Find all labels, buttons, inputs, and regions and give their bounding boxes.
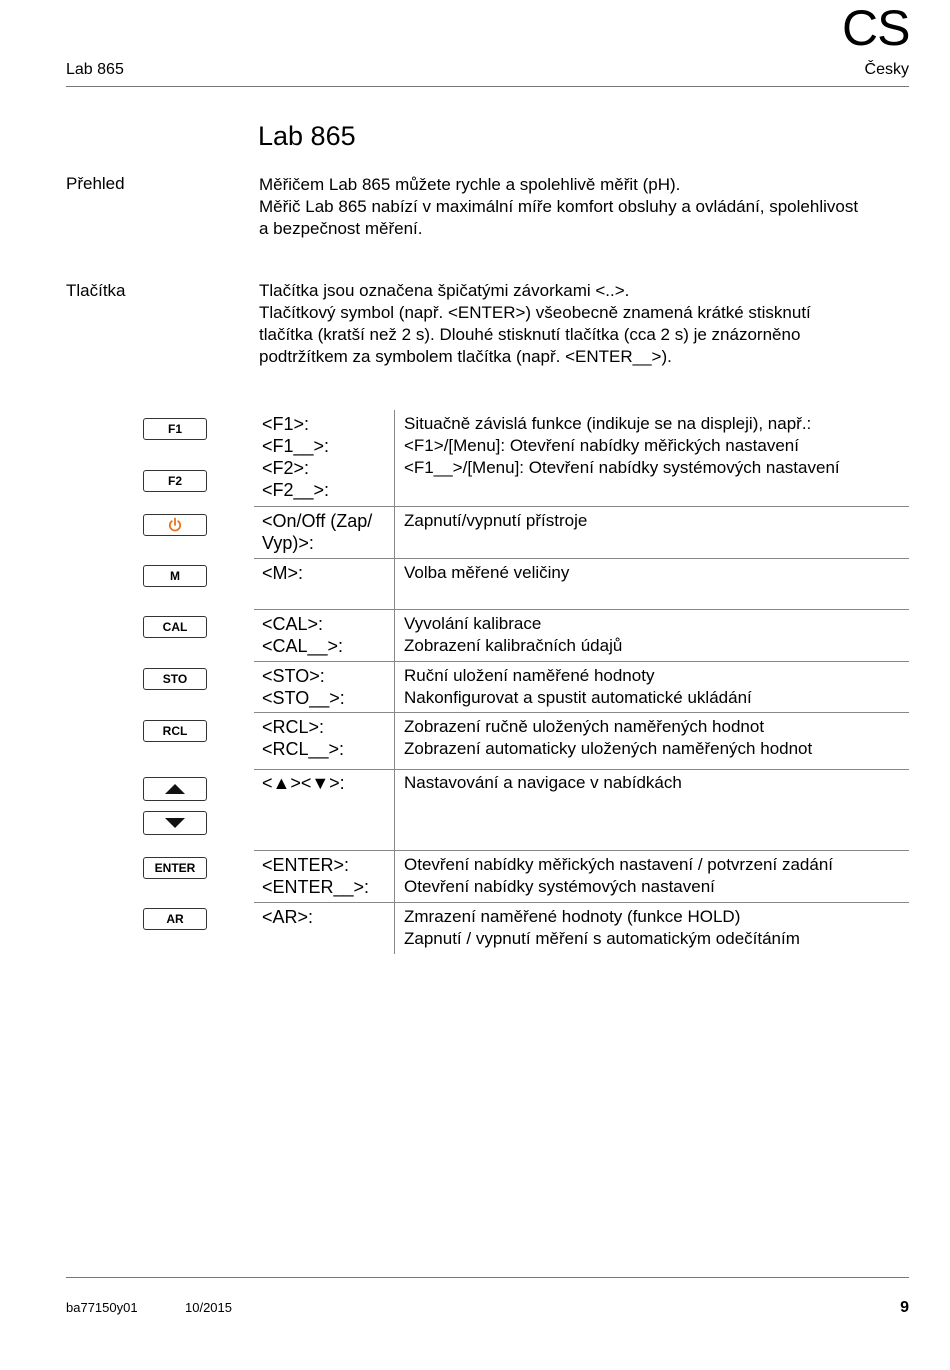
key-m-button [143, 565, 207, 587]
overview-line: Měřič Lab 865 nabízí v maximální míře komfort obsluhy a ovládání, spolehlivost [259, 197, 859, 216]
table-row [254, 851, 909, 903]
page-number: 9 [900, 1299, 909, 1316]
table-row [254, 559, 909, 610]
triangle-down-icon [164, 817, 186, 829]
description-cell [404, 562, 909, 584]
key-line: <STO>: [262, 666, 325, 686]
footer-document-id: ba77150y01 [66, 1300, 138, 1315]
key-cell [262, 716, 394, 760]
description-line: Zmrazení naměřené hodnoty (funkce HOLD) [404, 907, 741, 926]
description-line: Ruční uložení naměřené hodnoty [404, 666, 655, 685]
key-line: <ENTER>: [262, 855, 350, 875]
triangle-up-icon [164, 783, 186, 795]
description-cell [404, 510, 909, 532]
key-label: ENTER [154, 861, 196, 875]
description-cell [404, 665, 909, 709]
key-line: <F2>: [262, 458, 310, 478]
key-label: M [170, 569, 180, 583]
footer-date: 10/2015 [185, 1300, 232, 1315]
key-line: <RCL__>: [262, 739, 345, 759]
keys-intro-line: Tlačítkový symbol (např. <ENTER>) všeobecně znamená krátké stisknutí [259, 303, 811, 322]
key-line: <F1__>: [262, 436, 330, 456]
key-ar-button [143, 908, 207, 930]
power-icon [167, 517, 183, 533]
description-line: Otevření nabídky měřických nastavení / potvrzení zadání [404, 855, 833, 874]
language-code: CS [842, 0, 910, 56]
header-divider [66, 86, 909, 87]
key-cell [262, 613, 394, 657]
description-cell [404, 613, 909, 657]
key-line: <CAL__>: [262, 636, 344, 656]
footer-divider [66, 1277, 909, 1278]
table-row [254, 713, 909, 770]
description-cell [404, 854, 909, 898]
key-line: <M>: [262, 563, 304, 583]
header-product: Lab 865 [66, 61, 124, 78]
keys-intro-text [259, 280, 909, 368]
key-cell [262, 510, 394, 554]
key-label: RCL [162, 724, 188, 738]
key-sto-button [143, 668, 207, 690]
description-line: Zapnutí/vypnutí přístroje [404, 511, 588, 530]
table-row [254, 903, 909, 954]
key-line: <STO__>: [262, 688, 345, 708]
key-line: <RCL>: [262, 717, 325, 737]
key-line: <ENTER__>: [262, 877, 370, 897]
description-line: Zobrazení ručně uložených naměřených hodnot [404, 717, 765, 736]
key-line: Vyp)>: [262, 533, 314, 553]
table-row [254, 662, 909, 713]
table-row [254, 410, 909, 507]
overview-line: a bezpečnost měření. [259, 219, 423, 238]
key-label: CAL [162, 620, 188, 634]
key-cell [262, 413, 394, 501]
key-label: AR [166, 912, 184, 926]
keys-intro-line: podtržítkem za symbolem tlačítka (např. <ENTER__>). [259, 347, 672, 366]
key-line: <F1>: [262, 414, 310, 434]
description-cell [404, 413, 909, 479]
description-cell [404, 716, 909, 760]
description-line: Zobrazení kalibračních údajů [404, 636, 623, 655]
key-line: <F2__>: [262, 480, 330, 500]
key-f1-button [143, 418, 207, 440]
key-line: <On/Off (Zap/ [262, 511, 373, 531]
overview-text [259, 174, 909, 240]
key-rcl-button [143, 720, 207, 742]
description-line: Volba měřené veličiny [404, 563, 570, 582]
table-row [254, 507, 909, 559]
key-cell [262, 772, 394, 794]
table-row [254, 770, 909, 851]
page-title: Lab 865 [258, 121, 356, 151]
key-label: F1 [167, 422, 182, 436]
key-cell [262, 562, 394, 584]
key-line: <▲><▼>: [262, 773, 345, 793]
overview-line: Měřičem Lab 865 můžete rychle a spolehlivě měřit (pH). [259, 175, 681, 194]
key-on-off-button [143, 514, 207, 536]
key-line: <AR>: [262, 907, 314, 927]
key-label: STO [162, 672, 188, 686]
header-language: Česky [864, 61, 909, 78]
overview-heading: Přehled [66, 174, 125, 193]
key-cell [262, 906, 394, 928]
key-cell [262, 854, 394, 898]
key-down-button [143, 811, 207, 835]
table-row [254, 610, 909, 662]
key-up-button [143, 777, 207, 801]
keys-intro-line: Tlačítka jsou označena špičatými závorkami <..>. [259, 281, 630, 300]
description-cell [404, 906, 909, 950]
description-line: <F1>/[Menu]: Otevření nabídky měřických nastavení [404, 436, 799, 455]
key-cal-button [143, 616, 207, 638]
keys-heading: Tlačítka [66, 281, 126, 300]
description-line: Nakonfigurovat a spustit automatické ukládání [404, 688, 752, 707]
keys-intro-line: tlačítka (kratší než 2 s). Dlouhé stisknutí tlačítka (cca 2 s) je znázorněno [259, 325, 801, 344]
key-enter-button [143, 857, 207, 879]
key-f2-button [143, 470, 207, 492]
description-line: Nastavování a navigace v nabídkách [404, 773, 682, 792]
description-line: Vyvolání kalibrace [404, 614, 542, 633]
description-line: <F1__>/[Menu]: Otevření nabídky systémových nastavení [404, 458, 840, 477]
description-line: Zapnutí / vypnutí měření s automatickým odečítáním [404, 929, 800, 948]
description-line: Zobrazení automaticky uložených naměřených hodnot [404, 739, 813, 758]
description-cell [404, 772, 909, 794]
description-line: Situačně závislá funkce (indikuje se na displeji), např.: [404, 414, 812, 433]
key-cell [262, 665, 394, 709]
description-line: Otevření nabídky systémových nastavení [404, 877, 715, 896]
key-label: F2 [167, 474, 182, 488]
key-line: <CAL>: [262, 614, 324, 634]
